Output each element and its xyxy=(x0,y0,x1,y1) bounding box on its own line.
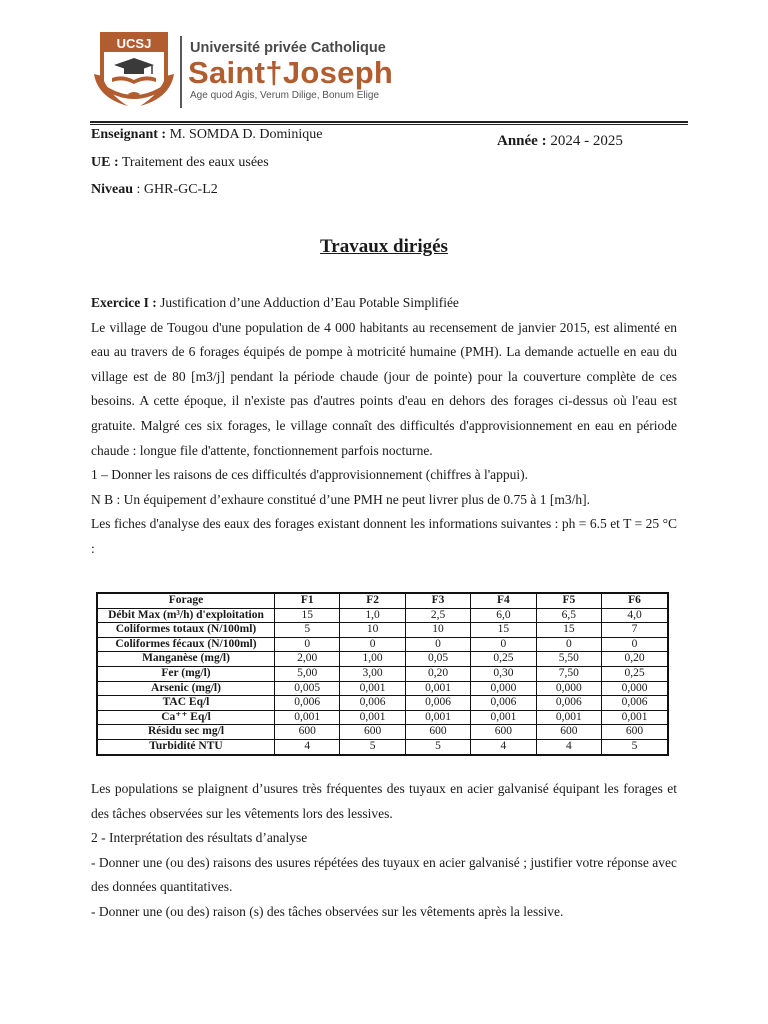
table-cell: 10 xyxy=(340,623,405,638)
table-cell: 3,00 xyxy=(340,666,405,681)
table-cell: 0,001 xyxy=(405,681,470,696)
table-cell: 600 xyxy=(340,725,405,740)
table-cell: 5 xyxy=(602,739,668,754)
question-1: 1 – Donner les raisons de ces difficultés d'approvisionnement (chiffres à l'appui). xyxy=(91,467,528,483)
header-rule-thin xyxy=(90,124,688,125)
table-cell: 0,006 xyxy=(405,696,470,711)
row-label: Coliformes fécaux (N/100ml) xyxy=(97,637,275,652)
table-cell: 600 xyxy=(275,725,340,740)
level-line: Niveau : GHR-GC-L2 xyxy=(91,182,218,197)
table-cell: 0,001 xyxy=(275,710,340,725)
table-row xyxy=(97,725,668,740)
table-row xyxy=(97,608,668,623)
table-row xyxy=(97,739,668,754)
table-cell: 5 xyxy=(405,739,470,754)
table-row xyxy=(97,710,668,725)
row-label: Fer (mg/l) xyxy=(97,666,275,681)
table-cell: 0 xyxy=(340,637,405,652)
table-cell: 7 xyxy=(602,623,668,638)
table-cell: 0,000 xyxy=(602,681,668,696)
row-label: Turbidité NTU xyxy=(97,739,275,754)
table-header-cell: F1 xyxy=(275,593,340,608)
question-2b: - Donner une (ou des) raison (s) des tâches observées sur les vêtements après la lessive. xyxy=(91,903,564,919)
row-label: TAC Eq/l xyxy=(97,696,275,711)
table-cell: 5 xyxy=(275,623,340,638)
table-cell: 15 xyxy=(275,608,340,623)
table-cell: 6,0 xyxy=(471,608,536,623)
exercise-body-after xyxy=(91,777,677,925)
table-cell: 15 xyxy=(536,623,601,638)
table-cell: 0,000 xyxy=(471,681,536,696)
table-cell: 0,25 xyxy=(471,652,536,667)
exercise-body xyxy=(91,291,677,562)
table-cell: 0,25 xyxy=(602,666,668,681)
table-cell: 0,006 xyxy=(275,696,340,711)
table-cell: 0,006 xyxy=(340,696,405,711)
table-cell: 0 xyxy=(471,637,536,652)
table-cell: 0,001 xyxy=(405,710,470,725)
table-row xyxy=(97,623,668,638)
page-title: Travaux dirigés xyxy=(320,236,448,257)
table-header-cell: F4 xyxy=(471,593,536,608)
row-label: Arsenic (mg/l) xyxy=(97,681,275,696)
table-cell: 0,001 xyxy=(340,681,405,696)
table-intro: Les fiches d'analyse des eaux des forages existant donnent les informations suivantes : ph = 6.5 et T = 25 °C : xyxy=(91,516,677,556)
teacher-line: Enseignant : M. SOMDA D. Dominique xyxy=(91,127,323,142)
table-cell: 600 xyxy=(471,725,536,740)
university-logo xyxy=(88,28,180,114)
exercise-paragraph: Le village de Tougou d'une population de 4 000 habitants au recensement de janvier 2015, est alimenté en eau au travers de 6 forages équipés de pompe à motricité humaine (PMH). La demande actuelle en eau du village est de 80 [m3/j] pendant la période chaude (jour de pointe) pour la couverture complète de ces besoins. A cette époque, il n'existe pas d'autres points d'eau en dehors des forages ci-dessus où l'eau est gratuite. Malgré ces six forages, le village connaît des difficultés d'approvisionnement en eau en période chaude : longue file d'attente, fonctionnement parfois nocturne. xyxy=(91,319,677,458)
table-cell: 4 xyxy=(471,739,536,754)
table-cell: 5,00 xyxy=(275,666,340,681)
table-cell: 0,006 xyxy=(471,696,536,711)
table-cell: 600 xyxy=(602,725,668,740)
table-row xyxy=(97,637,668,652)
table-cell: 0,001 xyxy=(340,710,405,725)
table-cell: 0 xyxy=(405,637,470,652)
table-header-cell: Forage xyxy=(97,593,275,608)
exercise-heading: Exercice I : Justification d’une Adduction d’Eau Potable Simplifiée xyxy=(91,295,459,310)
row-label: Résidu sec mg/l xyxy=(97,725,275,740)
row-label: Ca⁺⁺ Eq/l xyxy=(97,710,275,725)
table-cell: 2,5 xyxy=(405,608,470,623)
table-cell: 4 xyxy=(536,739,601,754)
university-motto: Age quod Agis, Verum Dilige, Bonum Elige xyxy=(190,90,379,101)
question-2a: - Donner une (ou des) raisons des usures répétées des tuyaux en acier galvanisé ; justifier votre réponse avec des données quantitatives. xyxy=(91,854,677,895)
table-cell: 0,006 xyxy=(602,696,668,711)
table-cell: 0,30 xyxy=(471,666,536,681)
table-cell: 5 xyxy=(340,739,405,754)
table-header-row xyxy=(97,593,668,608)
row-label: Manganèse (mg/l) xyxy=(97,652,275,667)
table-cell: 1,00 xyxy=(340,652,405,667)
table-row xyxy=(97,681,668,696)
logo-text: UCSJ xyxy=(116,36,152,51)
complaint-paragraph: Les populations se plaignent d’usures très fréquentes des tuyaux en acier galvanisé équipant les forages et des tâches observées sur les vêtements lors des lessives. xyxy=(91,781,677,821)
table-cell: 0,001 xyxy=(471,710,536,725)
row-label: Débit Max (m³/h) d'exploitation xyxy=(97,608,275,623)
header-rule xyxy=(90,121,688,123)
table-cell: 0,001 xyxy=(602,710,668,725)
table-cell: 4,0 xyxy=(602,608,668,623)
table-row xyxy=(97,696,668,711)
table-cell: 600 xyxy=(405,725,470,740)
table-cell: 7,50 xyxy=(536,666,601,681)
table-row xyxy=(97,652,668,667)
table-cell: 2,00 xyxy=(275,652,340,667)
table-cell: 0,05 xyxy=(405,652,470,667)
nb-note: N B : Un équipement d’exhaure constitué d’une PMH ne peut livrer plus de 0.75 à 1 [m3/h]. xyxy=(91,491,591,507)
table-row xyxy=(97,666,668,681)
table-cell: 5,50 xyxy=(536,652,601,667)
table-header-cell: F2 xyxy=(340,593,405,608)
university-name: Université privée Catholique xyxy=(190,40,386,56)
table-cell: 0 xyxy=(602,637,668,652)
table-cell: 0,20 xyxy=(602,652,668,667)
row-label: Coliformes totaux (N/100ml) xyxy=(97,623,275,638)
table-cell: 0,005 xyxy=(275,681,340,696)
university-brand: Saint†Joseph xyxy=(188,55,394,90)
table-header-cell: F5 xyxy=(536,593,601,608)
year-line: Année : 2024 - 2025 xyxy=(497,133,623,149)
header-divider xyxy=(180,36,182,108)
table-cell: 0 xyxy=(275,637,340,652)
table-cell: 600 xyxy=(536,725,601,740)
table-cell: 0 xyxy=(536,637,601,652)
table-cell: 4 xyxy=(275,739,340,754)
question-2: 2 - Interprétation des résultats d’analyse xyxy=(91,830,308,846)
table-cell: 15 xyxy=(471,623,536,638)
table-header-cell: F3 xyxy=(405,593,470,608)
table-cell: 6,5 xyxy=(536,608,601,623)
table-cell: 0,20 xyxy=(405,666,470,681)
table-cell: 0,001 xyxy=(536,710,601,725)
table-cell: 1,0 xyxy=(340,608,405,623)
analysis-table xyxy=(96,592,669,756)
table-cell: 10 xyxy=(405,623,470,638)
table-header-cell: F6 xyxy=(602,593,668,608)
table-cell: 0,000 xyxy=(536,681,601,696)
table-cell: 0,006 xyxy=(536,696,601,711)
ue-line: UE : Traitement des eaux usées xyxy=(91,155,269,170)
